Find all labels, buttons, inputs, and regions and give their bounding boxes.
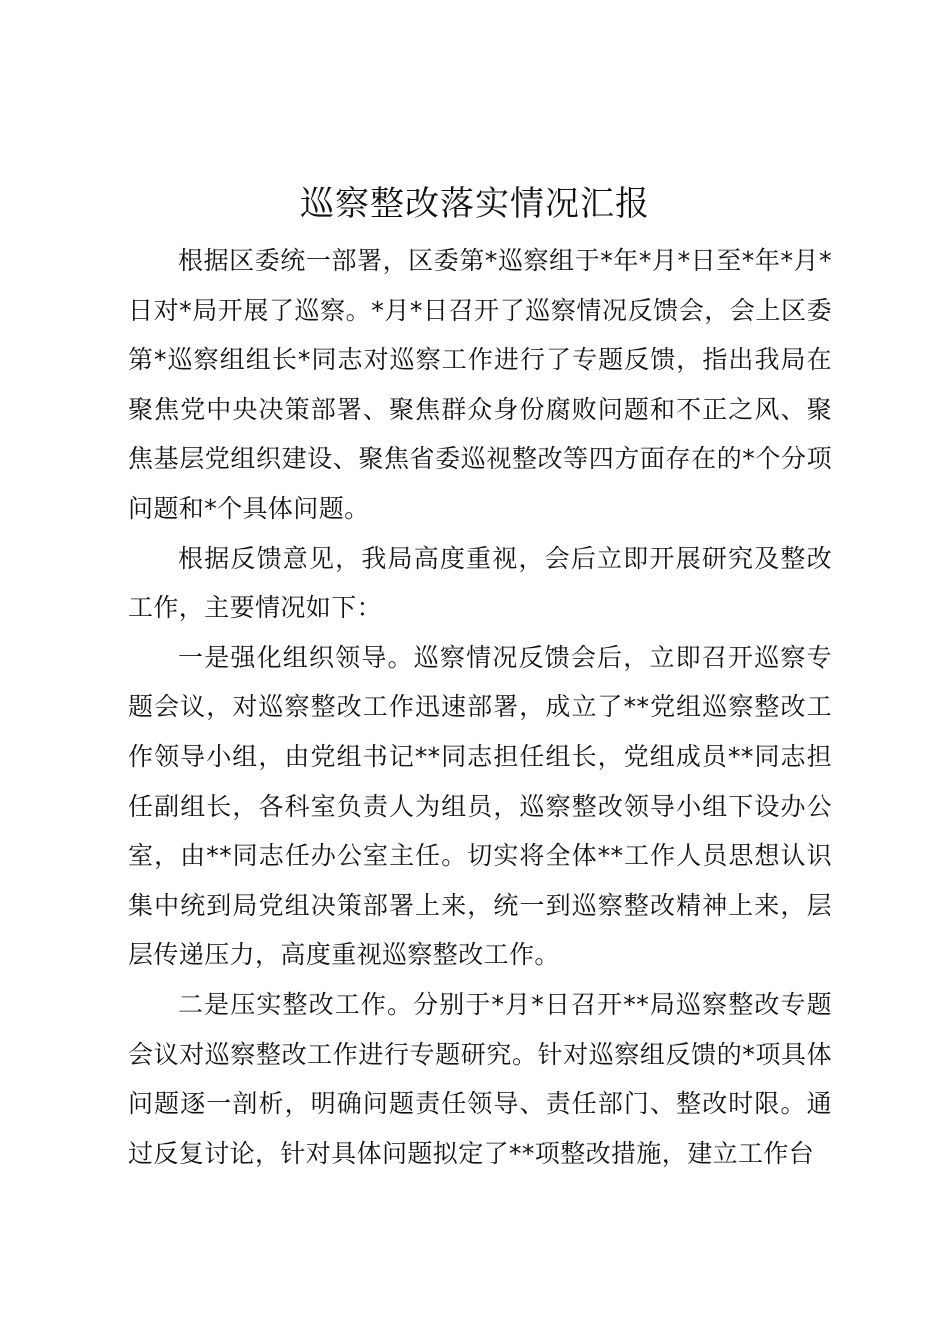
paragraph-intro: 根据区委统一部署，区委第*巡察组于*年*月*日至*年*月*日对*局开展了巡察。*月*日召开了巡察情况反馈会，会上区委第*巡察组组长*同志对巡察工作进行了专题反馈，指出我局在聚焦党中央决策部署、聚焦群众身份腐败问题和不正之风、聚焦基层党组织建设、聚焦省委巡视整改等四方面存在的*个分项问题和*个具体问题。 — [128, 246, 832, 523]
document-title: 巡察整改落实情况汇报 — [300, 184, 650, 224]
document-body — [128, 236, 832, 1178]
paragraph-response: 根据反馈意见，我局高度重视，会后立即开展研究及整改工作，主要情况如下： — [128, 543, 832, 623]
paragraph-leadership: 一是强化组织领导。巡察情况反馈会后，立即召开巡察专题会议，对巡察整改工作迅速部署，成立了**党组巡察整改工作领导小组，由党组书记**同志担任组长，党组成员**同志担任副组长，各科室负责人为组员，巡察整改领导小组下设办公室，由**同志任办公室主任。切实将全体**工作人员思想认识集中统到局党组决策部署上来，统一到巡察整改精神上来，层层传递压力，高度重视巡察整改工作。 — [128, 642, 832, 970]
paragraph-rectification: 二是压实整改工作。分别于*月*日召开**局巡察整改专题会议对巡察整改工作进行专题研究。针对巡察组反馈的*项具体问题逐一剖析，明确问题责任领导、责任部门、整改时限。通过反复讨论，针对具体问题拟定了**项整改措施，建立工作台 — [128, 989, 832, 1168]
